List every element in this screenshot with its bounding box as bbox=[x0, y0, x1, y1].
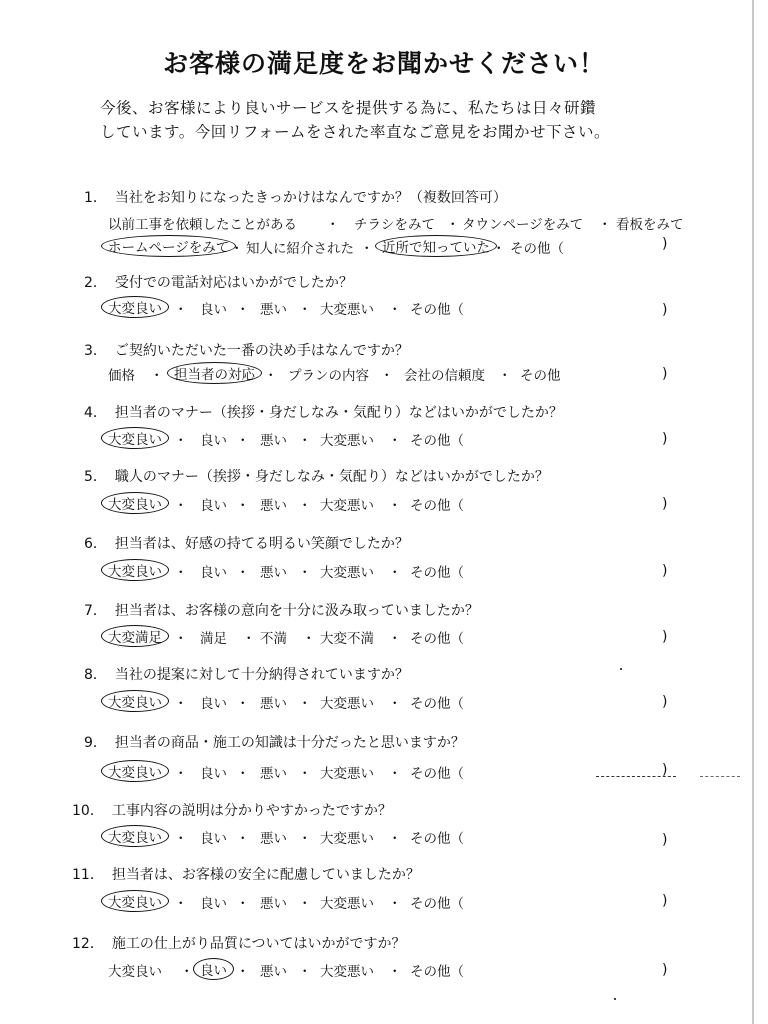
separator: ・ bbox=[174, 696, 188, 712]
separator: ・ bbox=[326, 217, 340, 233]
question-text: 担当者は、お客様の安全に配慮していましたか？ bbox=[111, 867, 420, 883]
question-10 bbox=[72, 800, 392, 820]
separator: ・ bbox=[598, 217, 612, 233]
close-paren: ) bbox=[662, 236, 668, 252]
option[interactable]: 悪い bbox=[260, 696, 287, 712]
separator: ・ bbox=[236, 831, 250, 847]
option[interactable]: その他（ bbox=[410, 498, 464, 514]
option[interactable]: 不満 bbox=[260, 631, 287, 647]
option[interactable]: その他（ bbox=[410, 964, 464, 980]
scan-speck bbox=[620, 668, 622, 670]
close-paren: ) bbox=[662, 694, 668, 710]
option[interactable]: その他（ bbox=[410, 896, 464, 912]
option[interactable]: その他 bbox=[520, 368, 561, 384]
question-text: 担当者は、お客様の意向を十分に汲み取っていましたか？ bbox=[114, 603, 479, 619]
question-number: 4． bbox=[84, 405, 107, 421]
separator: ・ bbox=[236, 302, 250, 318]
separator: ・ bbox=[388, 831, 402, 847]
option[interactable]: 良い bbox=[200, 766, 227, 782]
option[interactable]: 良い bbox=[200, 831, 227, 847]
option[interactable]: その他（ bbox=[410, 831, 464, 847]
question-text: 担当者のマナー（挨拶・身だしなみ・気配り）などはいかがでしたか？ bbox=[114, 405, 563, 421]
option[interactable]: 大変悪い bbox=[320, 831, 374, 847]
intro-line: しています。今回リフォームをされた率直なご意見をお聞かせ下さい。 bbox=[100, 123, 610, 141]
question-text: 担当者は、好感の持てる明るい笑顔でしたか？ bbox=[114, 536, 409, 552]
separator: ・ bbox=[236, 896, 250, 912]
separator: ・ bbox=[298, 896, 312, 912]
separator: ・ bbox=[388, 964, 402, 980]
close-paren: ) bbox=[662, 366, 668, 382]
question-number: 6． bbox=[84, 536, 107, 552]
option-selected[interactable]: 大変良い bbox=[101, 825, 169, 847]
option[interactable]: 悪い bbox=[260, 831, 287, 847]
option[interactable]: 悪い bbox=[260, 302, 287, 318]
question-number: 9． bbox=[84, 735, 107, 751]
separator: ・ bbox=[236, 696, 250, 712]
option[interactable]: 看板をみて bbox=[616, 217, 684, 233]
question-number: 7． bbox=[84, 603, 107, 619]
option-selected[interactable]: 大変良い bbox=[101, 296, 169, 318]
option[interactable]: その他（ bbox=[410, 302, 464, 318]
option[interactable]: 悪い bbox=[260, 498, 287, 514]
separator: ・ bbox=[498, 368, 512, 384]
separator: ・ bbox=[360, 241, 374, 257]
option[interactable]: 大変悪い bbox=[320, 565, 374, 581]
intro-line: 今後、お客様により良いサービスを提供する為に、私たちは日々研鑽 bbox=[100, 99, 597, 117]
option[interactable]: 満足 bbox=[200, 631, 227, 647]
question-text: 担当者の商品・施工の知識は十分だったと思いますか？ bbox=[114, 735, 465, 751]
question-9 bbox=[84, 732, 465, 752]
question-11 bbox=[72, 864, 420, 884]
separator: ・ bbox=[302, 631, 316, 647]
separator: ・ bbox=[388, 433, 402, 449]
separator: ・ bbox=[380, 368, 394, 384]
option[interactable]: 悪い bbox=[260, 964, 287, 980]
option[interactable]: 大変悪い bbox=[320, 766, 374, 782]
separator: ・ bbox=[236, 766, 250, 782]
separator: ・ bbox=[298, 565, 312, 581]
option-selected[interactable]: 担当者の対応 bbox=[167, 362, 262, 384]
separator: ・ bbox=[174, 831, 188, 847]
option-selected[interactable]: ホームページをみて bbox=[101, 235, 236, 257]
question-8 bbox=[84, 664, 409, 684]
question-text: 当社の提案に対して十分納得されていますか？ bbox=[114, 667, 409, 683]
separator: ・ bbox=[298, 498, 312, 514]
separator: ・ bbox=[174, 498, 188, 514]
separator: ・ bbox=[298, 433, 312, 449]
question-number: 8． bbox=[84, 667, 107, 683]
option-selected[interactable]: 大変良い bbox=[101, 427, 169, 449]
option-selected[interactable]: 大変良い bbox=[101, 760, 169, 782]
option[interactable]: プランの内容 bbox=[288, 368, 369, 384]
option[interactable]: 知人に紹介された bbox=[246, 241, 354, 257]
intro-text bbox=[100, 96, 610, 144]
option[interactable]: チラシをみて bbox=[354, 217, 435, 233]
separator: ・ bbox=[264, 368, 278, 384]
option[interactable]: 良い bbox=[200, 896, 227, 912]
question-number: 5． bbox=[84, 469, 107, 485]
option[interactable]: 良い bbox=[200, 433, 227, 449]
question-12 bbox=[72, 933, 406, 953]
close-paren: ) bbox=[662, 302, 668, 318]
option[interactable]: その他（ bbox=[410, 433, 464, 449]
option[interactable]: その他（ bbox=[410, 631, 464, 647]
close-paren: ) bbox=[662, 893, 668, 909]
scan-speck bbox=[614, 998, 616, 1000]
option[interactable]: その他（ bbox=[410, 696, 464, 712]
separator: ・ bbox=[236, 433, 250, 449]
option[interactable]: 良い bbox=[200, 498, 227, 514]
scribble-line bbox=[700, 776, 740, 778]
option[interactable]: 大変悪い bbox=[320, 964, 374, 980]
question-3 bbox=[84, 340, 409, 360]
option-selected[interactable]: 良い bbox=[193, 958, 234, 980]
question-1 bbox=[84, 187, 507, 207]
separator: ・ bbox=[298, 766, 312, 782]
question-number: 2． bbox=[84, 275, 107, 291]
close-paren: ) bbox=[662, 431, 668, 447]
question-number: 12． bbox=[72, 936, 104, 952]
question-text: 工事内容の説明は分かりやすかったですか？ bbox=[111, 803, 392, 819]
option[interactable]: 良い bbox=[200, 696, 227, 712]
option[interactable]: その他（ bbox=[410, 766, 464, 782]
separator: ・ bbox=[236, 565, 250, 581]
option[interactable]: 大変良い bbox=[108, 964, 162, 980]
separator: ・ bbox=[388, 696, 402, 712]
separator: ・ bbox=[242, 631, 256, 647]
option-selected[interactable]: 大変良い bbox=[101, 492, 169, 514]
question-number: 10． bbox=[72, 803, 104, 819]
close-paren: ) bbox=[662, 629, 668, 645]
separator: ・ bbox=[236, 498, 250, 514]
option-selected[interactable]: 大変満足 bbox=[101, 625, 169, 647]
close-paren: ) bbox=[662, 962, 668, 978]
question-text: 施工の仕上がり品質についてはいかがですか？ bbox=[111, 936, 406, 952]
question-6 bbox=[84, 533, 409, 553]
close-paren: ) bbox=[662, 563, 668, 579]
separator: ・ bbox=[298, 302, 312, 318]
option[interactable]: 大変悪い bbox=[320, 896, 374, 912]
question-number: 11． bbox=[72, 867, 104, 883]
close-paren: ) bbox=[662, 496, 668, 512]
separator: ・ bbox=[180, 964, 194, 980]
separator: ・ bbox=[174, 433, 188, 449]
question-5 bbox=[84, 466, 549, 486]
question-text: 受付での電話対応はいかがでしたか？ bbox=[114, 275, 353, 291]
question-7 bbox=[84, 600, 479, 620]
option[interactable]: 大変悪い bbox=[320, 433, 374, 449]
option[interactable]: 悪い bbox=[260, 565, 287, 581]
question-2 bbox=[84, 272, 353, 292]
option[interactable]: 悪い bbox=[260, 433, 287, 449]
option-selected[interactable]: 大変良い bbox=[101, 890, 169, 912]
question-4 bbox=[84, 402, 563, 422]
separator: ・ bbox=[388, 766, 402, 782]
option[interactable]: 悪い bbox=[260, 896, 287, 912]
option-selected[interactable]: 大変良い bbox=[101, 690, 169, 712]
option[interactable]: 会社の信頼度 bbox=[404, 368, 485, 384]
scribble-line bbox=[596, 776, 676, 778]
option[interactable]: 大変悪い bbox=[320, 302, 374, 318]
question-text: 当社をお知りになったきっかけはなんですか？（複数回答可） bbox=[114, 190, 507, 206]
option[interactable]: 良い bbox=[200, 565, 227, 581]
question-number: 3． bbox=[84, 343, 107, 359]
separator: ・ bbox=[174, 631, 188, 647]
separator: ・ bbox=[298, 964, 312, 980]
separator: ・ bbox=[230, 241, 244, 257]
separator: ・ bbox=[388, 302, 402, 318]
close-paren: ) bbox=[662, 762, 668, 778]
option[interactable]: タウンページをみて bbox=[462, 217, 584, 233]
option[interactable]: 大変悪い bbox=[320, 498, 374, 514]
option[interactable]: その他（ bbox=[410, 565, 464, 581]
option[interactable]: その他（ bbox=[510, 241, 564, 257]
separator: ・ bbox=[298, 831, 312, 847]
separator: ・ bbox=[174, 896, 188, 912]
option[interactable]: 大変悪い bbox=[320, 696, 374, 712]
separator: ・ bbox=[446, 217, 460, 233]
separator: ・ bbox=[298, 696, 312, 712]
page-title: お客様の満足度をお聞かせください！ bbox=[162, 49, 605, 78]
question-text: 職人のマナー（挨拶・身だしなみ・気配り）などはいかがでしたか？ bbox=[114, 469, 549, 485]
separator: ・ bbox=[388, 565, 402, 581]
option[interactable]: 以前工事を依頼したことがある bbox=[108, 217, 297, 233]
close-paren: ) bbox=[662, 832, 668, 848]
separator: ・ bbox=[174, 565, 188, 581]
separator: ・ bbox=[388, 896, 402, 912]
question-number: 1． bbox=[84, 190, 107, 206]
option[interactable]: 悪い bbox=[260, 766, 287, 782]
option[interactable]: 大変不満 bbox=[320, 631, 374, 647]
option[interactable]: 価格 bbox=[108, 368, 135, 384]
separator: ・ bbox=[150, 368, 164, 384]
separator: ・ bbox=[236, 964, 250, 980]
question-text: ご契約いただいた一番の決め手はなんですか？ bbox=[114, 343, 409, 359]
separator: ・ bbox=[492, 241, 506, 257]
option[interactable]: 良い bbox=[200, 302, 227, 318]
separator: ・ bbox=[174, 302, 188, 318]
separator: ・ bbox=[388, 498, 402, 514]
page-edge bbox=[752, 0, 754, 1024]
separator: ・ bbox=[388, 631, 402, 647]
option-selected[interactable]: 近所で知っていた bbox=[375, 235, 497, 257]
option-selected[interactable]: 大変良い bbox=[101, 559, 169, 581]
separator: ・ bbox=[174, 766, 188, 782]
